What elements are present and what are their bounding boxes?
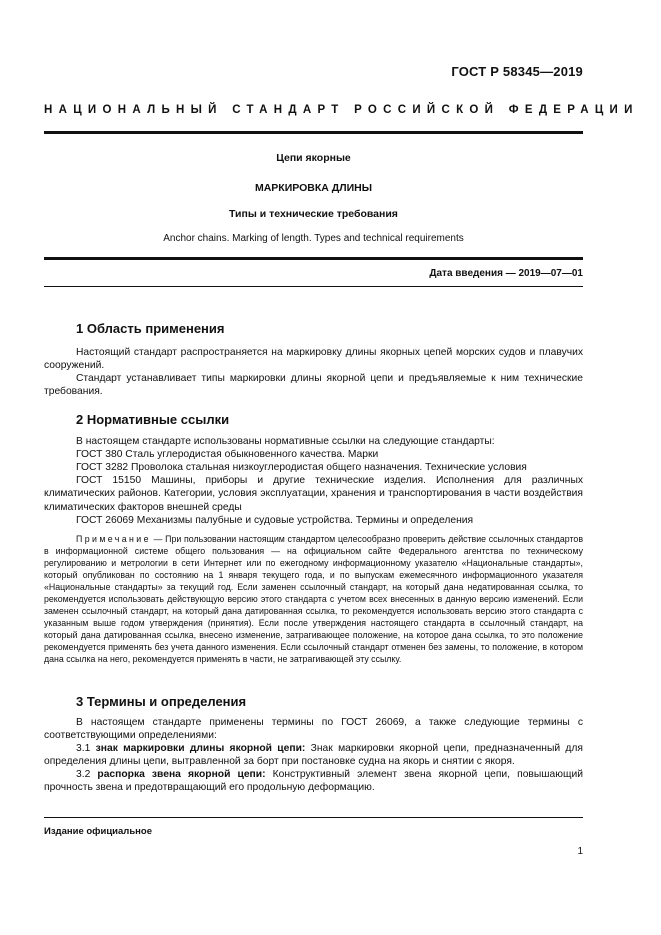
term-definition [44, 742, 583, 769]
thin-rule [44, 286, 583, 287]
reference-item: ГОСТ 380 Сталь углеродистая обыкновенного качества. Марки [76, 449, 379, 460]
standard-code: ГОСТ Р 58345—2019 [451, 64, 583, 79]
page-number: 1 [577, 846, 583, 857]
middle-rule [44, 257, 583, 260]
section-3-intro: В настоящем стандарте применены термины по ГОСТ 26069, а также следующие термины с соответствующими определениями: [44, 717, 583, 742]
term-name: знак маркировки длины якорной цепи: [95, 743, 306, 754]
section-1-heading: 1 Область применения [76, 321, 225, 336]
term-number: 3.2 [76, 769, 91, 780]
section-3-heading: 3 Термины и определения [76, 694, 247, 709]
note-text: — При пользовании настоящим стандартом целесообразно проверить действие ссылочных стандартов в информационной системе общего пользования — на официальном сайте Федерального агентства по техническому регулированию и метрологии в сети Интернет или по ежегодному информационному указателю «Национальные стандарты», который опубликован по состоянию на 1 января текущего года, и по выпускам ежемесячного информационного указателя «Национальные стандарты» за текущий год. Если заменен ссылочный стандарт, на который дана недатированная ссылка, то рекомендуется использовать действующую версию этого стандарта с учетом всех внесенных в данную версию изменений. Если заменен ссылочный стандарт, на который дана датированная ссылка, то рекомендуется использовать версию этого стандарта с указанным выше годом утверждения (принятия). Если после утверждения настоящего стандарта в ссылочный стандарт, на который дана датированная ссылка, внесено изменение, затрагивающее положение, на которое дана ссылка, то это положение рекомендуется применять без учета данного изменения. Если ссылочный стандарт отменен без замены, то положение, в котором дана ссылка на него, рекомендуется применять в части, не затрагивающей эту ссылку. [44, 534, 583, 664]
subtitle: Типы и технические требования [229, 208, 398, 220]
term-definition [44, 768, 583, 795]
reference-item: ГОСТ 26069 Механизмы палубные и судовые устройства. Термины и определения [76, 515, 474, 526]
section-2-heading: 2 Нормативные ссылки [76, 412, 230, 427]
footer-rule [44, 817, 583, 818]
term-name: распорка звена якорной цепи: [97, 769, 266, 780]
national-standard-title: НАЦИОНАЛЬНЫЙ СТАНДАРТ РОССИЙСКОЙ ФЕДЕРАЦИИ [44, 104, 639, 116]
term-number: 3.1 [76, 743, 91, 754]
introduction-date: Дата введения — 2019—07—01 [429, 268, 583, 279]
reference-item: ГОСТ 3282 Проволока стальная низкоуглеродистая общего назначения. Технические условия [76, 462, 527, 473]
edition-label: Издание официальное [44, 826, 152, 837]
main-title: МАРКИРОВКА ДЛИНЫ [254, 182, 373, 194]
section-2-intro: В настоящем стандарте использованы нормативные ссылки на следующие стандарты: [76, 436, 495, 447]
reference-item: ГОСТ 15150 Машины, приборы и другие технические изделия. Исполнения для различных климатических районов. Категории, условия эксплуатации, хранения и транспортирования в части воздействия климатических факторов внешней среды [44, 475, 583, 513]
note-block [44, 533, 583, 665]
english-title: Anchor chains. Marking of length. Types and technical requirements [163, 233, 464, 244]
subject-title: Цепи якорные [276, 152, 351, 164]
section-1-paragraph-2: Стандарт устанавливает типы маркировки длины якорной цепи и предъявляемые к ним технические требования. [44, 373, 583, 398]
note-label: Примечание [76, 534, 151, 544]
section-1-paragraph-1: Настоящий стандарт распространяется на маркировку длины якорных цепей морских судов и плавучих сооружений. [44, 347, 583, 372]
term-text: Конструктивный элемент звена якорной цепи, повышающий прочность звена и предотвращающий его продольную деформацию. [44, 769, 583, 794]
top-rule [44, 131, 583, 134]
term-text: Знак маркировки якорной цепи, предназначенный для определения длины цепи, вытравленной за борт при постановке судна на якорь и снятии с якоря. [44, 743, 583, 768]
